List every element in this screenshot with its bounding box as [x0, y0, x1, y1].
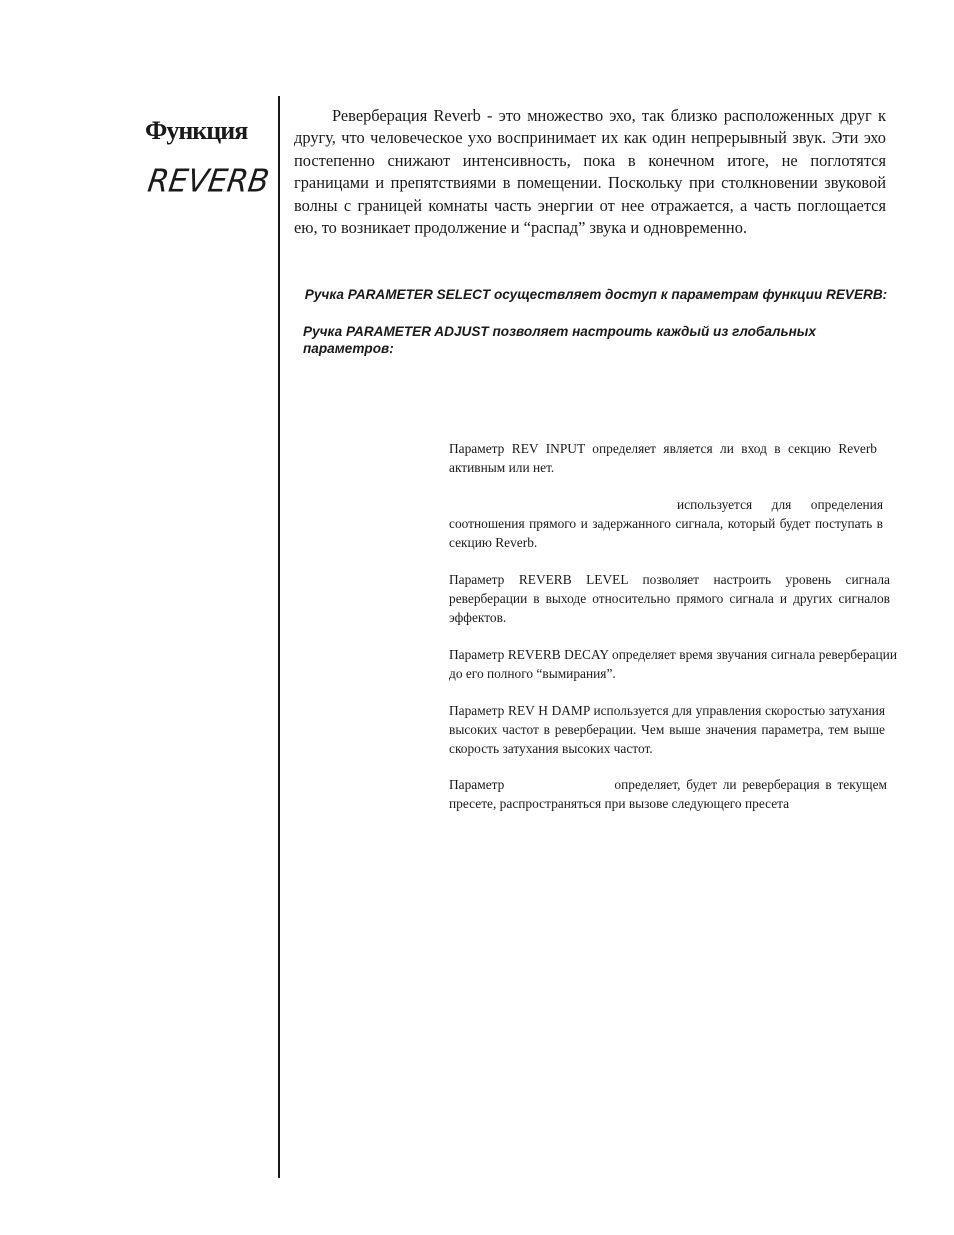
vertical-divider [278, 96, 280, 1178]
param-mix-text: используется для определения соотношения прямого и задержанного сигнала, который будет поступать в секцию Reverb. [449, 497, 883, 550]
param-spillover-text: определяет, будет ли реверберация в текущем пресете, распространяться при вызове следующего пресета [449, 777, 887, 811]
function-title: Функция [145, 116, 248, 145]
param-rev-h-damp: Параметр REV H DAMP используется для управления скоростью затухания высоких частот в реверберации. Чем выше значения параметра, тем выше скорость затухания высоких частот. [449, 703, 885, 756]
intro-paragraph: Реверберация Reverb - это множество эхо, так близко расположенных друг к другу, что человеческое ухо воспринимает их как один непрерывный звук. Эти эхо постепенно снижают интенсивность, пока в конечном итоге, не поглотятся границами и препятствиями в помещении. Поскольку при столкновении звуковой волны с границей комнаты часть энергии от нее отражается, а часть поглощается ею, то возникает продолжение и “распад” звука и одновременно. [294, 106, 886, 238]
param-reverb-decay: Параметр REVERB DECAY определяет время звучания сигнала реверберации до его полного “вымирания”. [449, 647, 897, 681]
param-rev-input: Параметр REV INPUT определяет является ли вход в секцию Reverb активным или нет. [449, 441, 877, 475]
parameter-select-note: Ручка PARAMETER SELECT осуществляет доступ к параметрам функции REVERB: [304, 287, 888, 302]
param-mix [449, 496, 883, 552]
parameter-adjust-note: Ручка PARAMETER ADJUST позволяет настроить каждый из глобальных параметров: [303, 324, 816, 356]
param-spillover [449, 776, 887, 814]
param-reverb-level: Параметр REVERB LEVEL позволяет настроить уровень сигнала реверберации в выходе относительно прямого сигнала и других сигналов эффектов. [449, 572, 890, 625]
reverb-lcd-label: REVERB [145, 163, 272, 200]
param-spillover-lead: Параметр [449, 777, 505, 792]
